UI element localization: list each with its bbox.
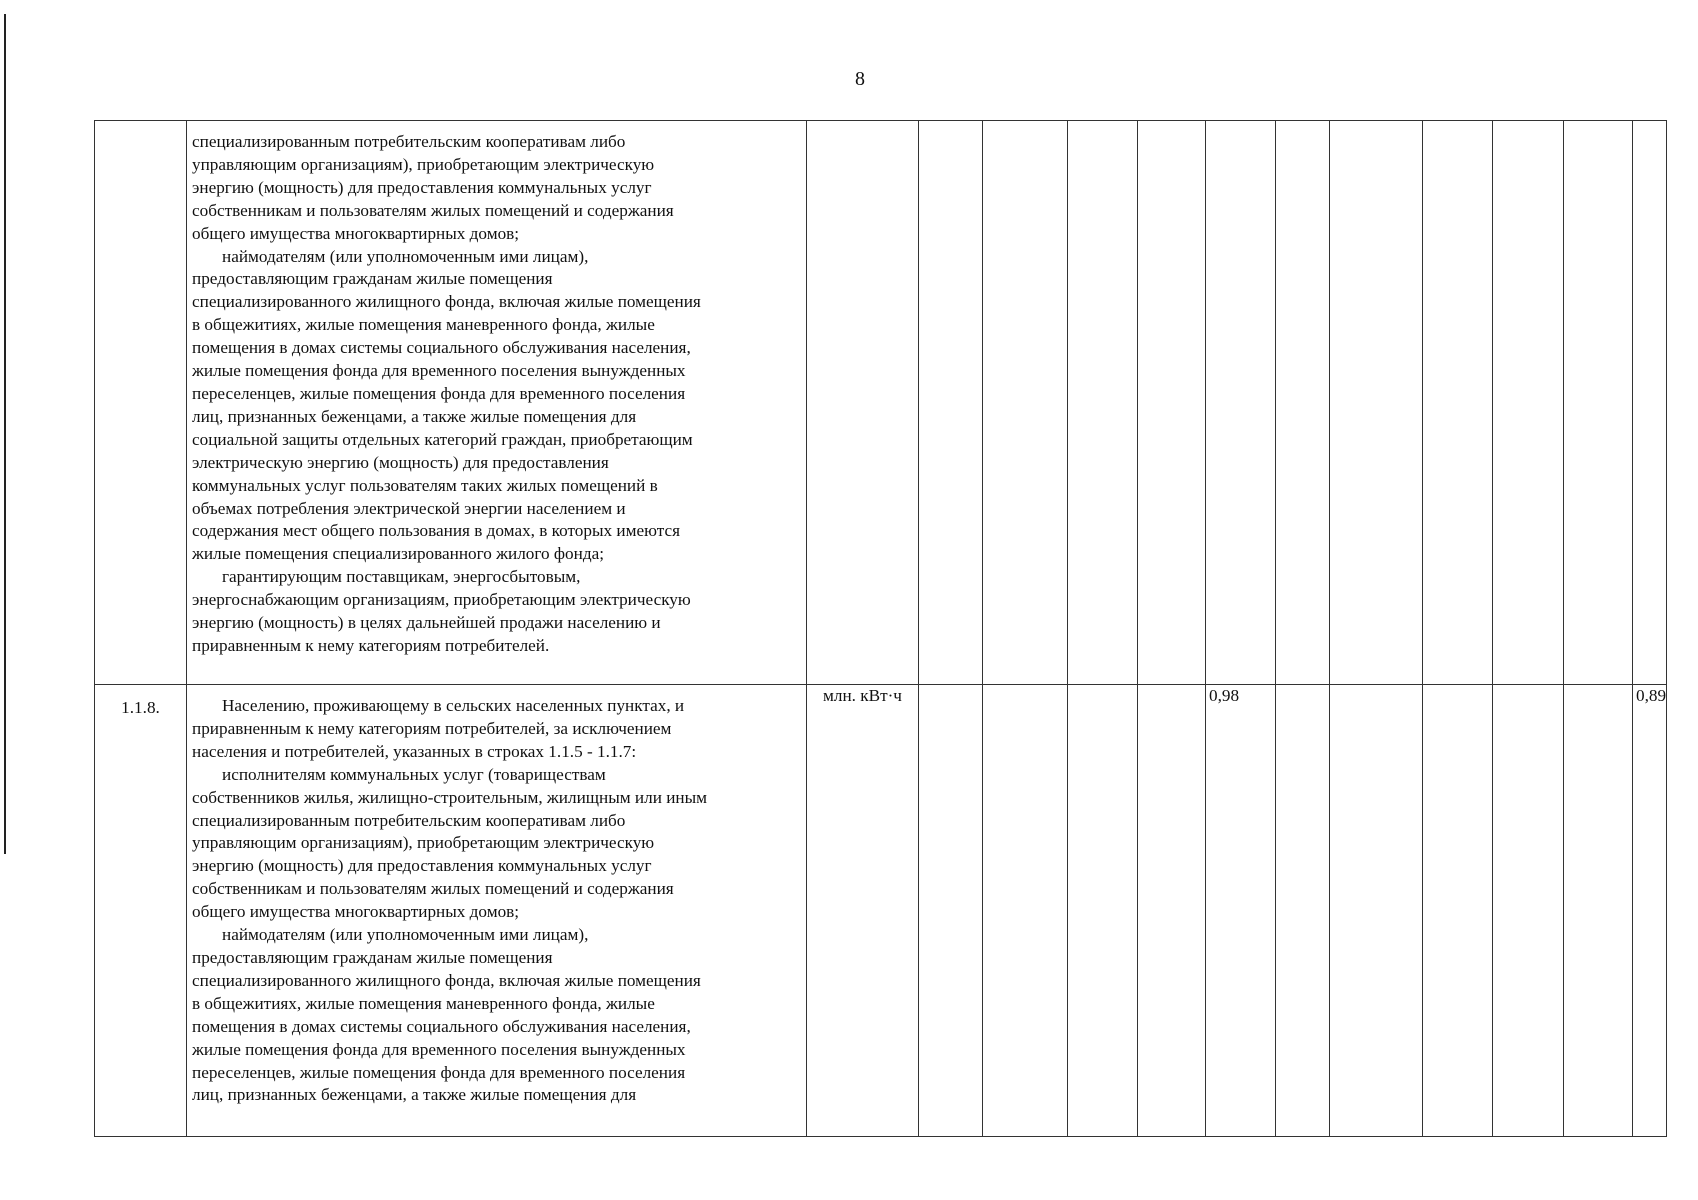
row-number <box>95 121 187 685</box>
description-line: электрическую энергию (мощность) для предоставления <box>192 452 609 472</box>
description-line: наймодателям (или уполномоченным ими лицам), <box>222 925 589 945</box>
description-line: управляющим организациям), приобретающим электрическую <box>192 833 655 853</box>
unit-cell <box>807 121 919 685</box>
tariff-table <box>94 120 1667 1137</box>
description-line: специализированным потребительским кооперативам либо <box>192 132 626 151</box>
value-cell <box>1423 685 1493 1137</box>
description-line: помещения в домах системы социального обслуживания населения, <box>192 338 691 358</box>
description-line: специализированного жилищного фонда, включая жилые помещения <box>192 292 701 312</box>
description-line: предоставляющим гражданам жилые помещения <box>192 947 553 967</box>
description-line: объемах потребления электрической энергии населением и <box>192 498 626 518</box>
row-description <box>187 121 807 685</box>
description-line: социальной защиты отдельных категорий граждан, приобретающим <box>192 429 693 449</box>
description-line: специализированным потребительским кооперативам либо <box>192 810 626 830</box>
value-cell <box>1330 685 1423 1137</box>
unit-cell: млн. кВт·ч <box>807 685 919 1137</box>
value-cell <box>1633 121 1667 685</box>
value-cell <box>919 685 983 1137</box>
description-line: переселенцев, жилые помещения фонда для временного поселения <box>192 383 686 403</box>
description-line: энергоснабжающим организациям, приобретающим электрическую <box>192 590 691 610</box>
page-margin-line <box>4 14 6 854</box>
value-cell <box>1068 121 1138 685</box>
value-cell <box>1423 121 1493 685</box>
value-cell <box>919 121 983 685</box>
value-cell <box>1138 685 1206 1137</box>
description-line: жилые помещения фонда для временного поселения вынужденных <box>192 361 686 381</box>
description-line: приравненным к нему категориям потребителей, за исключением <box>192 718 672 738</box>
value-cell <box>983 121 1068 685</box>
description-line: общего имущества многоквартирных домов; <box>192 223 520 243</box>
value-cell <box>1276 685 1330 1137</box>
description-line: наймодателям (или уполномоченным ими лицам), <box>222 246 589 266</box>
value-cell <box>1493 685 1564 1137</box>
description-line: энергию (мощность) для предоставления коммунальных услуг <box>192 856 652 876</box>
description-line: переселенцев, жилые помещения фонда для временного поселения <box>192 1062 686 1082</box>
description-line: исполнителям коммунальных услуг (товариществам <box>222 764 606 784</box>
value-cell <box>1330 121 1423 685</box>
page-number: 8 <box>855 68 865 90</box>
value-cell <box>1493 121 1564 685</box>
description-line: собственникам и пользователям жилых помещений и содержания <box>192 879 674 899</box>
table-row <box>95 121 1667 685</box>
description-line: жилые помещения фонда для временного поселения вынужденных <box>192 1039 686 1059</box>
value-cell <box>1206 121 1276 685</box>
description-line: общего имущества многоквартирных домов; <box>192 902 520 922</box>
description-line: энергию (мощность) для предоставления коммунальных услуг <box>192 177 652 197</box>
row-description <box>187 685 807 1137</box>
description-line: в общежитиях, жилые помещения маневренного фонда, жилые <box>192 993 655 1013</box>
description-line: лиц, признанных беженцами, а также жилые помещения для <box>192 406 637 426</box>
value-cell <box>983 685 1068 1137</box>
description-line: содержания мест общего пользования в домах, в которых имеются <box>192 521 680 541</box>
description-line: Населению, проживающему в сельских населенных пунктах, и <box>222 696 685 715</box>
description-line: жилые помещения специализированного жилого фонда; <box>192 544 604 564</box>
description-line: в общежитиях, жилые помещения маневренного фонда, жилые <box>192 315 655 335</box>
description-line: специализированного жилищного фонда, включая жилые помещения <box>192 970 701 990</box>
description-line: собственникам и пользователям жилых помещений и содержания <box>192 200 674 220</box>
description-line: гарантирующим поставщикам, энергосбытовым, <box>222 567 581 587</box>
value-cell: 0,98 <box>1206 685 1276 1137</box>
value-cell <box>1276 121 1330 685</box>
description-line: помещения в домах системы социального обслуживания населения, <box>192 1016 691 1036</box>
description-line: предоставляющим гражданам жилые помещения <box>192 269 553 289</box>
value-cell <box>1564 121 1633 685</box>
description-line: энергию (мощность) в целях дальнейшей продажи населению и <box>192 613 661 633</box>
description-line: лиц, признанных беженцами, а также жилые помещения для <box>192 1085 637 1105</box>
value-cell <box>1068 685 1138 1137</box>
row-number: 1.1.8. <box>95 685 187 1137</box>
description-line: управляющим организациям), приобретающим электрическую <box>192 154 655 174</box>
description-line: населения и потребителей, указанных в строках 1.1.5 - 1.1.7: <box>192 741 637 761</box>
description-line: коммунальных услуг пользователям таких жилых помещений в <box>192 475 658 495</box>
value-cell: 0,89 <box>1633 685 1667 1137</box>
table-row <box>95 685 1667 1137</box>
description-line: собственников жилья, жилищно-строительным, жилищным или иным <box>192 787 708 807</box>
description-line: приравненным к нему категориям потребителей. <box>192 635 550 655</box>
value-cell <box>1138 121 1206 685</box>
value-cell <box>1564 685 1633 1137</box>
